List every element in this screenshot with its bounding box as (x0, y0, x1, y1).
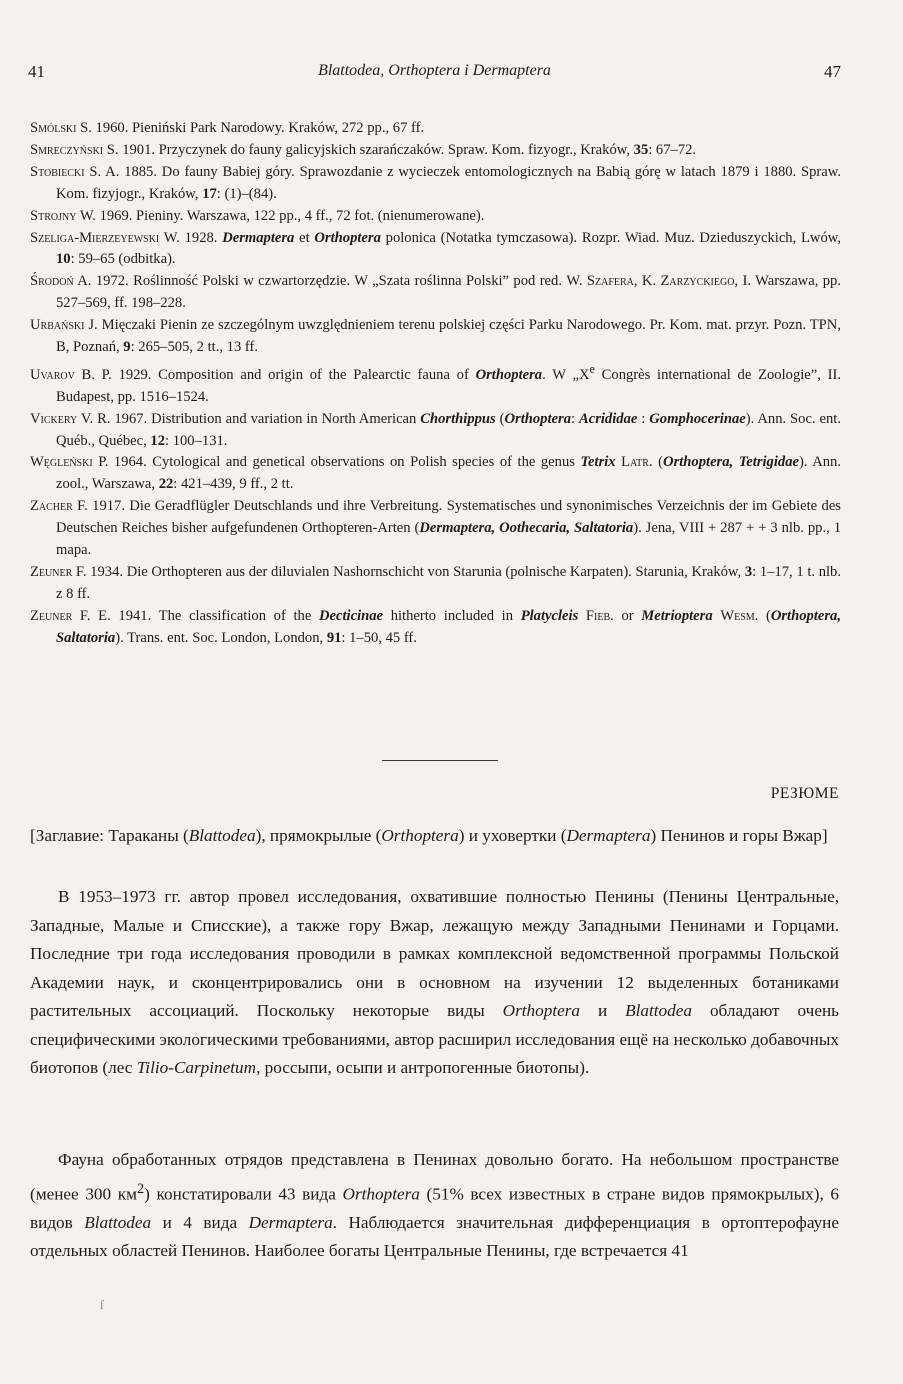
reference-item: Szeliga-Mierzeyewski W. 1928. Dermaptera et Orthoptera polonica (Notatka tymczasowa). Rozpr. Wiad. Muz. Dzieduszyckich, Lwów, 10: 59–65 (odbitka). (30, 229, 841, 268)
stray-mark: ſ (100, 1297, 104, 1312)
ref-author: Szeliga-Mierzeyewski W. (30, 229, 180, 246)
ref-author: Zeuner F. (30, 563, 87, 580)
reference-list (30, 118, 841, 650)
resume-paragraph-1: В 1953–1973 гг. автор провел исследования, охватившие полностью Пенины (Пенины Центральные, Западные, Малые и Списские), а также гору Вжар, лежащую между Западными Пенинами и Горцами. Последние три года исследования проводили в рамках комплексной ведомственной программы Польской Академии наук, и сконцентрировались они в основном на изучении 12 выделенных ботаниками растительных ассоциаций. Поскольку некоторые виды Orthoptera и Blattodea обладают очень специфическими экологическими требованиями, автор расширил исследования ещё на несколько добавочных биотопов (лес Tilio-Carpinetum, россыпи, осыпи и антропогенные биотопы). (30, 887, 839, 1077)
reference-item: Zeuner F. 1934. Die Orthopteren aus der diluvialen Nashornschicht von Starunia (polnische Karpaten). Starunia, Kraków, 3: 1–17, 1 t. nlb. z 8 ff. (30, 563, 841, 602)
ref-author: Vickery V. R. (30, 410, 111, 427)
ref-author: Smreczyński S. (30, 141, 119, 158)
ref-author: Smólski S. (30, 120, 92, 136)
ref-author: Węgleński P. (30, 454, 109, 471)
reference-item: Smólski S. 1960. Pieniński Park Narodowy. Kraków, 272 pp., 67 ff. (30, 120, 425, 136)
reference-item: Węgleński P. 1964. Cytological and genetical observations on Polish species of the genus Tetrix Latr. (Orthoptera, Tetrigidae). Ann. zool., Warszawa, 22: 421–439, 9 ff., 2 tt. (30, 454, 841, 493)
reference-item: Smreczyński S. 1901. Przyczynek do fauny galicyjskich szarańczaków. Spraw. Kom. fizyogr., Kraków, 35: 67–72. (30, 141, 697, 158)
ref-author: Zeuner F. E. (30, 607, 111, 624)
ref-author: Urbański J. (30, 317, 98, 334)
ref-author: Stobiecki S. A. (30, 163, 120, 180)
resume-paragraph-2: Фауна обработанных отрядов представлена в Пенинах довольно богато. На небольшом пространстве (менее 300 $км^2$) констатировали 43 вида Orthoptera (51% всех известных в стране видов прямокрылых), 6 видов Blattodea и 4 вида Dermaptera. Наблюдается значительная дифференциация в ортоптерофауне отдельных областей Пенинов. Наиболее богаты Центральные Пенины, где встречается 41 (30, 1150, 839, 1261)
reference-item: Urbański J. Mięczaki Pienin ze szczególnym uwzględnieniem terenu polskiej części Parku Narodowego. Pr. Kom. mat. przyr. Pozn. TPN, B, Poznań, 9: 265–505, 2 tt., 13 ff. (30, 317, 841, 356)
reference-item: Zacher F. 1917. Die Geradflügler Deutschlands und ihre Verbreitung. Systematisches und synonimisches Verzeichnis der im Gebiete des Deutschen Reiches bisher aufgefundenen Orthopteren-Arten (Dermaptera, Oothecaria, Saltatoria). Jena, VIII + 287 + + 3 nlb. pp., 1 mapa. (30, 498, 842, 559)
ref-author: Zacher F. (30, 498, 88, 515)
ref-author: Uvarov B. P. (30, 366, 112, 383)
resume-heading: РЕЗЮМЕ (770, 785, 839, 802)
reference-item: Środoń A. 1972. Roślinność Polski w czwartorzędzie. W „Szata roślinna Polski” pod red. W. Szafera, K. Zarzyckiego, I. Warszawa, pp. 527–569, ff. 198–228. (30, 273, 841, 312)
ref-author: Strojny W. (30, 207, 96, 224)
reference-item: Uvarov B. P. 1929. Composition and origin of the Palearctic fauna of Orthoptera. W „Xe Congrès international de Zoologie”, II. Budapest, pp. 1516–1524. (30, 361, 842, 405)
reference-item: Strojny W. 1969. Pieniny. Warszawa, 122 pp., 4 ff., 72 fot. (nienumerowane). (30, 207, 485, 224)
reference-item: Stobiecki S. A. 1885. Do fauny Babiej góry. Sprawozdanie z wycieczek entomologicznych na Babią górę w latach 1879 i 1880. Spraw. Kom. fizyjogr., Kraków, 17: (1)–(84). (30, 163, 841, 202)
page-number-left: 41 (28, 62, 45, 81)
reference-item: Vickery V. R. 1967. Distribution and variation in North American Chorthippus (Orthoptera: Acrididae : Gomphocerinae). Ann. Soc. ent. Québ., Québec, 12: 100–131. (30, 410, 841, 449)
running-title: Blattodea, Orthoptera i Dermaptera (318, 62, 551, 79)
section-divider (382, 760, 498, 761)
reference-item: Zeuner F. E. 1941. The classification of the Decticinae hitherto included in Platycleis Fieb. or Metrioptera Wesm. (Orthoptera, Saltatoria). Trans. ent. Soc. London, London, 91: 1–50, 45 ff. (30, 607, 841, 646)
page-header (28, 62, 841, 86)
page-number-right: 47 (824, 62, 841, 81)
ref-author: Środoń A. (30, 273, 92, 290)
resume-title: [Заглавие: Тараканы (Blattodea), прямокрылые (Orthoptera) и уховертки (Dermaptera) Пенинов и горы Вжар] (30, 826, 828, 845)
